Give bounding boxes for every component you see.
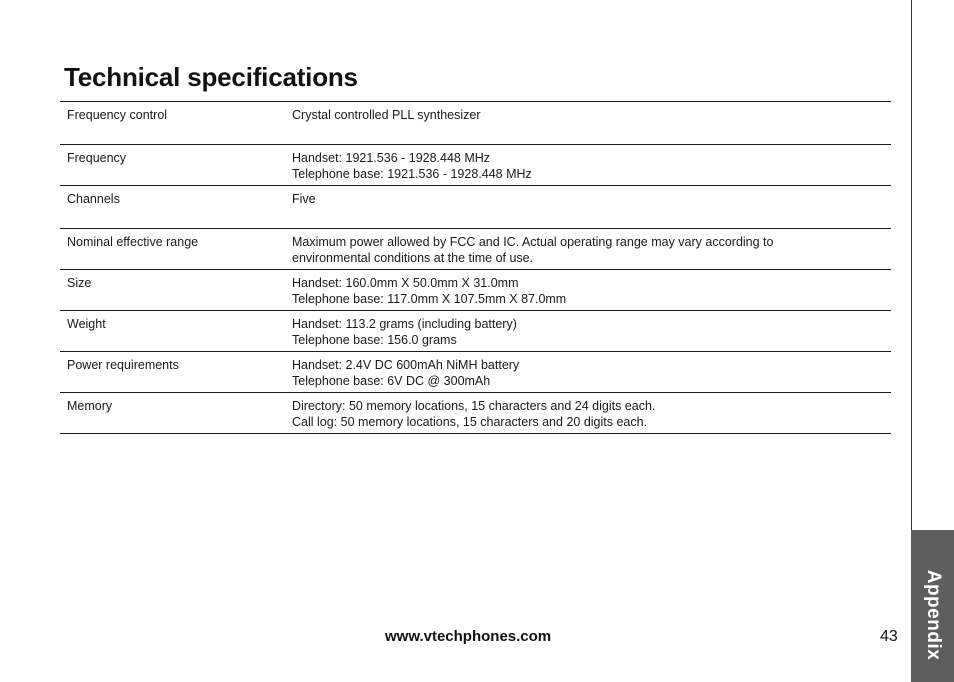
spec-value-line: Call log: 50 memory locations, 15 characters and 20 digits each. [292,415,648,429]
spec-value [285,311,891,352]
spec-value-line: Telephone base: 117.0mm X 107.5mm X 87.0mm [292,292,567,306]
spec-row-frequency [60,145,891,186]
spec-value-line: Handset: 113.2 grams (including battery) [292,317,517,331]
spec-value [285,393,891,434]
spec-value-line: Handset: 2.4V DC 600mAh NiMH battery [292,358,520,372]
spec-label: Weight [60,311,285,352]
spec-value-line: Telephone base: 1921.536 - 1928.448 MHz [292,167,532,181]
spec-row-memory [60,393,891,434]
spec-row-power-requirements [60,352,891,393]
spec-value [285,186,891,229]
spec-label: Memory [60,393,285,434]
page-title: Technical specifications [64,62,358,92]
spec-row-size [60,270,891,311]
spec-label: Size [60,270,285,311]
spec-row-channels [60,186,891,229]
spec-label: Channels [60,186,285,229]
spec-value-line: Crystal controlled PLL synthesizer [292,108,481,122]
spec-value-line: environmental conditions at the time of use. [292,251,534,265]
spec-label: Frequency control [60,102,285,145]
spec-value [285,102,891,145]
spec-value-line: Handset: 1921.536 - 1928.448 MHz [292,151,491,165]
spec-value [285,145,891,186]
spec-row-weight [60,311,891,352]
spec-value-line: Telephone base: 6V DC @ 300mAh [292,374,491,388]
appendix-tab [911,530,954,682]
footer-website: www.vtechphones.com [385,628,552,645]
spec-value-line: Maximum power allowed by FCC and IC. Actual operating range may vary according to [292,235,774,249]
spec-value-line: Handset: 160.0mm X 50.0mm X 31.0mm [292,276,519,290]
spec-label: Frequency [60,145,285,186]
spec-row-nominal-effective-range [60,229,891,270]
appendix-tab-label: Appendix [922,569,944,661]
spec-value [285,229,891,270]
spec-value-line: Five [292,192,316,206]
spec-label: Power requirements [60,352,285,393]
spec-value [285,270,891,311]
spec-table [60,101,891,434]
spec-value-line: Telephone base: 156.0 grams [292,333,457,347]
spec-value [285,352,891,393]
spec-value-line: Directory: 50 memory locations, 15 characters and 24 digits each. [292,399,656,413]
spec-row-frequency-control [60,102,891,145]
page-number: 43 [880,628,898,645]
spec-label: Nominal effective range [60,229,285,270]
